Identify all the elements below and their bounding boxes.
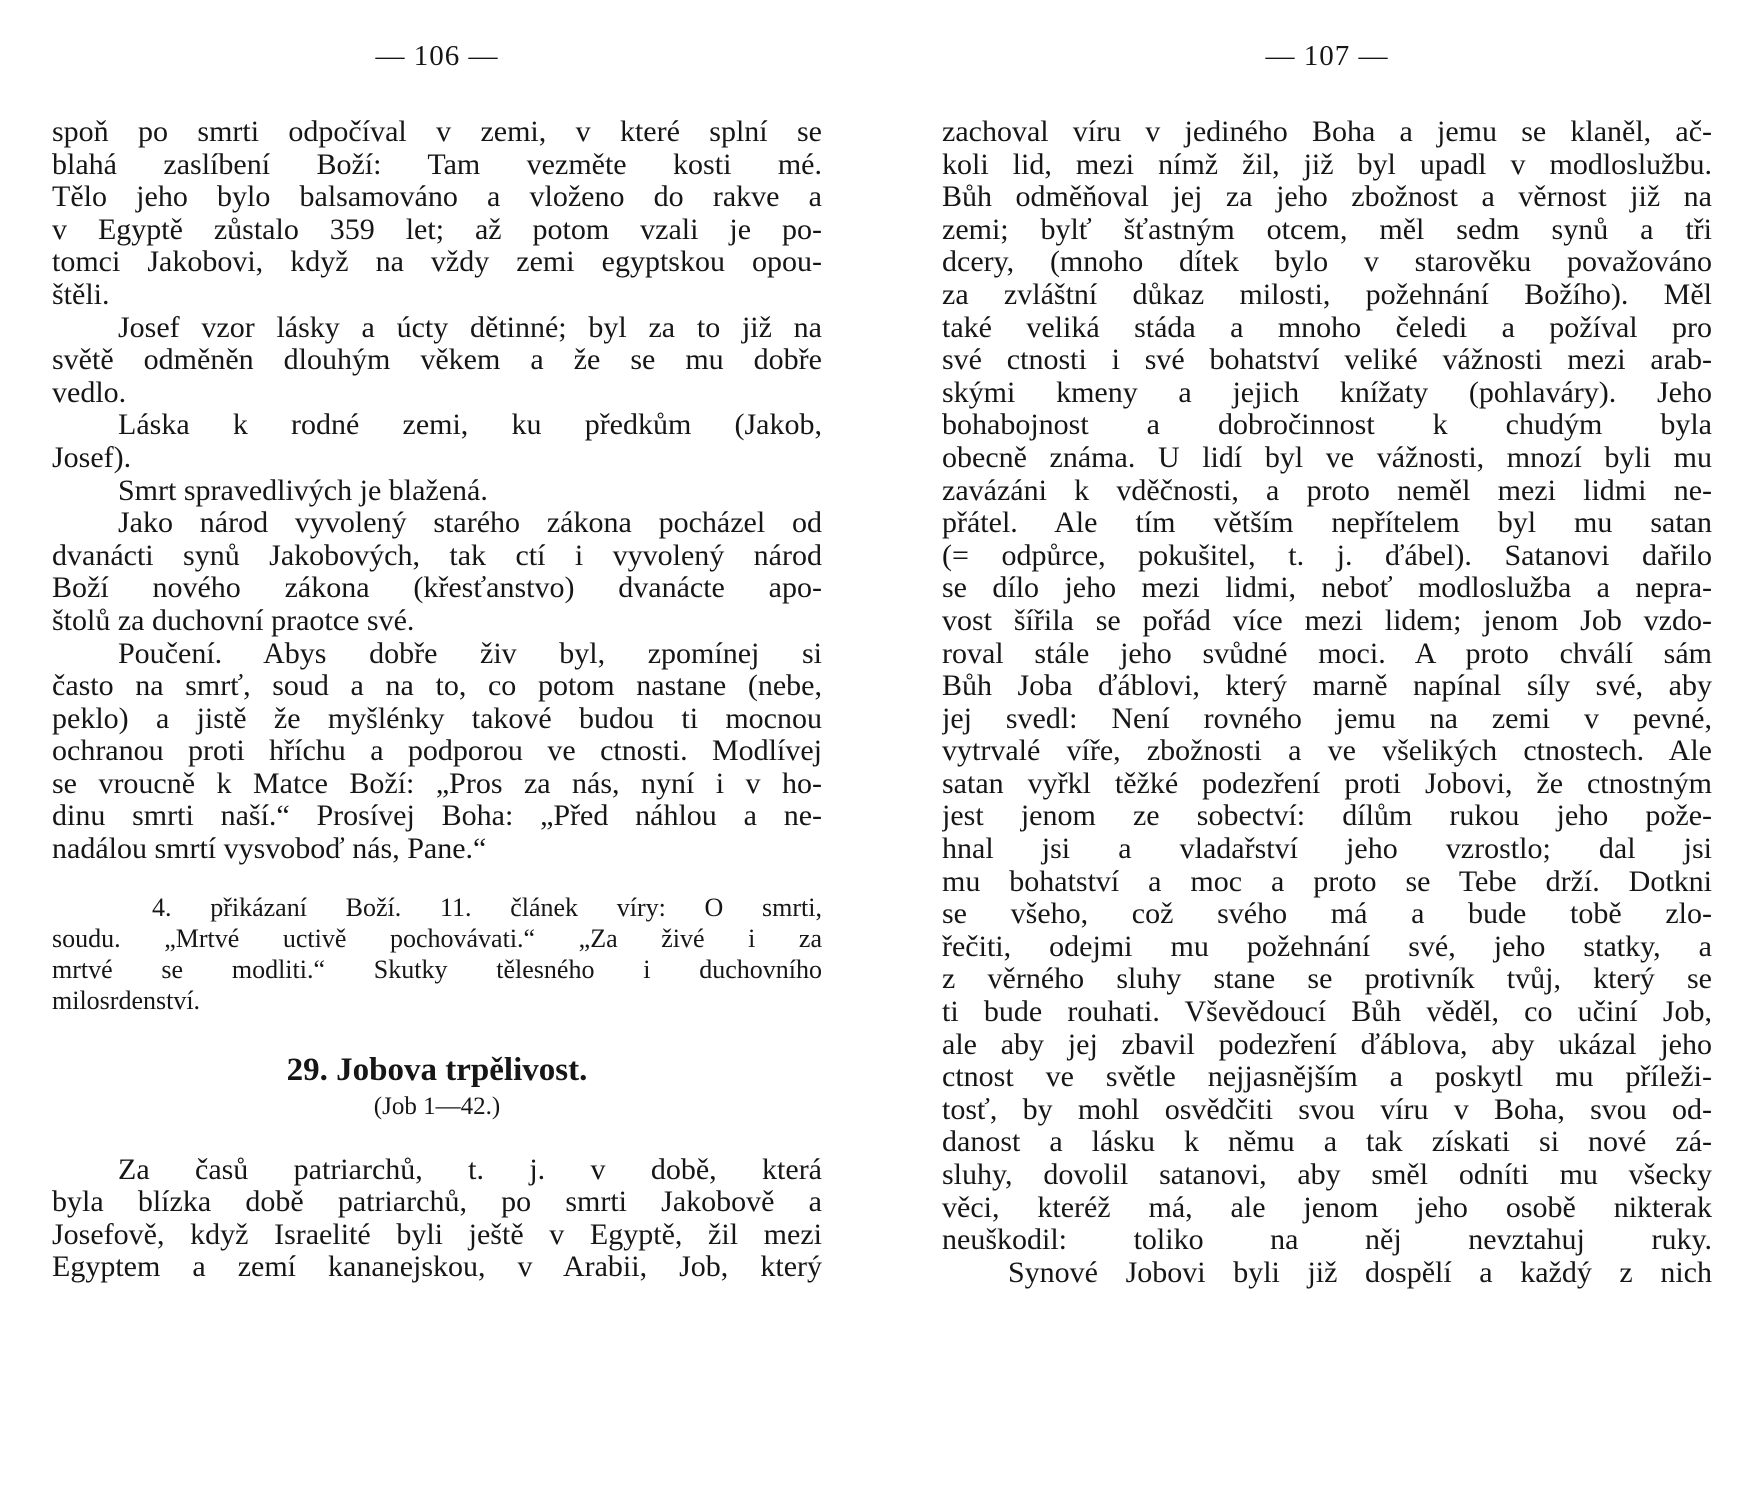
text-line: peklo) a jistě že myšlénky takové budou ti mocnou — [52, 702, 822, 735]
text-line: Jako národ vyvolený starého zákona pocházel od — [118, 507, 822, 540]
text-line: Bůh odměňoval jej za jeho zbožnost a věrnost již na — [942, 181, 1712, 214]
text-line: se vroucně k Matce Boží: „Pros za nás, nyní i v ho- — [52, 767, 822, 800]
text-line: se dílo jeho mezi lidmi, neboť modloslužba a nepra- — [942, 572, 1712, 605]
text-line: vedlo. — [52, 376, 127, 409]
left-page — [52, 0, 822, 1500]
text-line: roval stále jeho svůdné moci. A proto chválí sám — [942, 637, 1712, 670]
text-line: věci, kteréž má, ale jenom jeho osobě nikterak — [942, 1191, 1712, 1224]
text-line: Tělo jeho bylo balsamováno a vloženo do rakve a — [52, 181, 822, 214]
text-line: byla blízka době patriarchů, po smrti Jakobově a — [52, 1186, 822, 1219]
text-line: hnal jsi a vladařství jeho vzrostlo; dal jsi — [942, 833, 1712, 866]
text-line: tomci Jakobovi, když na vždy zemi egyptskou opou- — [52, 246, 822, 279]
text-line: dvanácti synů Jakobových, tak ctí i vyvolený národ — [52, 539, 822, 572]
text-line: Boží nového zákona (křesťanstvo) dvanácte apo- — [52, 572, 822, 605]
text-line: štolů za duchovní praotce své. — [52, 604, 415, 637]
text-line: neuškodil: toliko na něj nevztahuj ruky. — [942, 1224, 1712, 1257]
text-line: Josef vzor lásky a úcty dětinné; byl za to již na — [118, 311, 822, 344]
text-line: mu bohatství a moc a proto se Tebe drží. Dotkni — [942, 865, 1712, 898]
text-line: z věrného sluhy stane se protivník tvůj, který se — [942, 963, 1712, 996]
text-line: satan vyřkl těžké podezření proti Jobovi, že ctnostným — [942, 767, 1712, 800]
text-line: ochranou proti hříchu a podporou ve ctnosti. Modlívej — [52, 735, 822, 768]
text-line: Poučení. Abys dobře živ byl, zpomínej si — [118, 637, 822, 670]
note-line: milosrdenství. — [52, 985, 201, 1015]
text-line: obecně známa. U lidí byl ve vážnosti, mnozí byli mu — [942, 441, 1712, 474]
text-line: světě odměněn dlouhým věkem a že se mu dobře — [52, 344, 822, 377]
page-number: — 107 — — [1265, 40, 1389, 72]
note-line: 4. přikázaní Boží. 11. článek víry: O smrti, — [152, 892, 822, 922]
text-line: přátel. Ale tím větším nepřítelem byl mu satan — [942, 507, 1712, 540]
text-line: štěli. — [52, 278, 110, 311]
text-line: ctnost ve světle nejjasnějším a poskytl mu příleži- — [942, 1061, 1712, 1094]
text-line: Smrt spravedlivých je blažená. — [118, 474, 488, 507]
text-line: (= odpůrce, pokušitel, t. j. ďábel). Satanovi dařilo — [942, 539, 1712, 572]
text-line: své ctnosti i své bohatství veliké vážnosti mezi arab- — [942, 344, 1712, 377]
text-line: zavázáni k vděčnosti, a proto neměl mezi lidmi ne- — [942, 474, 1712, 507]
right-page-text — [942, 116, 1712, 1289]
section-heading: 29. Jobova trpělivost. — [286, 1051, 588, 1088]
text-line: jest jenom ze sobectví: dílům rukou jeho pože- — [942, 800, 1712, 833]
text-line: Bůh Joba ďáblovi, který marně napínal síly své, aby — [942, 670, 1712, 703]
text-line: se všeho, což svého má a bude tobě zlo- — [942, 898, 1712, 931]
text-line: vost šířila se pořád více mezi lidem; jenom Job vzdo- — [942, 604, 1712, 637]
text-line: v Egyptě zůstalo 359 let; až potom vzali je po- — [52, 213, 822, 246]
text-line: blahá zaslíbení Boží: Tam vezměte kosti mé. — [52, 148, 822, 181]
text-line: za zvláštní důkaz milosti, požehnání Božího). Měl — [942, 278, 1712, 311]
text-line: zachoval víru v jediného Boha a jemu se klaněl, ač- — [942, 116, 1712, 148]
text-line: skými kmeny a jejich knížaty (pohlaváry). Jeho — [942, 376, 1712, 409]
text-line: Josefově, když Israelité byli ještě v Egyptě, žil mezi — [52, 1218, 822, 1251]
note-line: soudu. „Mrtvé uctivě pochovávati.“ „Za živé i za — [52, 923, 822, 953]
text-line: často na smrť, soud a na to, co potom nastane (nebe, — [52, 670, 822, 703]
section-subheading: (Job 1—42.) — [373, 1092, 501, 1120]
right-page — [942, 0, 1712, 1500]
text-line: vytrvalé víře, zbožnosti a ve všelikých ctnostech. Ale — [942, 735, 1712, 768]
text-line: dinu smrti naší.“ Prosívej Boha: „Před náhlou a ne- — [52, 800, 822, 833]
text-line: také veliká stáda a mnoho čeledi a požíval pro — [942, 311, 1712, 344]
text-line: Láska k rodné zemi, ku předkům (Jakob, — [118, 409, 822, 442]
text-line: jej svedl: Není rovného jemu na zemi v pevné, — [942, 702, 1712, 735]
page-number: — 106 — — [375, 40, 499, 72]
text-line: koli lid, mezi nímž žil, již byl upadl v modloslužbu. — [942, 148, 1712, 181]
left-page-text — [52, 116, 822, 1284]
text-line: ale aby jej zbavil podezření ďáblova, aby ukázal jeho — [942, 1028, 1712, 1061]
text-line: spoň po smrti odpočíval v zemi, v které splní se — [52, 116, 822, 148]
text-line: Za časů patriarchů, t. j. v době, která — [118, 1153, 822, 1186]
text-line: Synové Jobovi byli již dospělí a každý z nich — [1008, 1256, 1712, 1289]
text-line: dcery, (mnoho dítek bylo v starověku považováno — [942, 246, 1712, 279]
text-line: Egyptem a zemí kananejskou, v Arabii, Job, který — [52, 1251, 822, 1284]
note-line: mrtvé se modliti.“ Skutky tělesného i duchovního — [52, 954, 822, 984]
text-line: sluhy, dovolil satanovi, aby směl odníti mu všecky — [942, 1159, 1712, 1191]
text-line: řečiti, odejmi mu požehnání své, jeho statky, a — [942, 930, 1712, 963]
text-line: danost a lásku k němu a tak získati si nové zá- — [942, 1126, 1712, 1159]
text-line: tosť, by mohl osvědčiti svou víru v Boha, svou od- — [942, 1093, 1712, 1126]
text-line: Josef). — [52, 441, 132, 474]
text-line: zemi; bylť šťastným otcem, měl sedm synů a tři — [942, 213, 1712, 246]
text-line: ti bude rouhati. Vševědoucí Bůh věděl, co učiní Job, — [942, 996, 1712, 1029]
text-line: nadálou smrtí vysvoboď nás, Pane.“ — [52, 833, 487, 866]
text-line: bohabojnost a dobročinnost k chudým byla — [942, 409, 1712, 442]
